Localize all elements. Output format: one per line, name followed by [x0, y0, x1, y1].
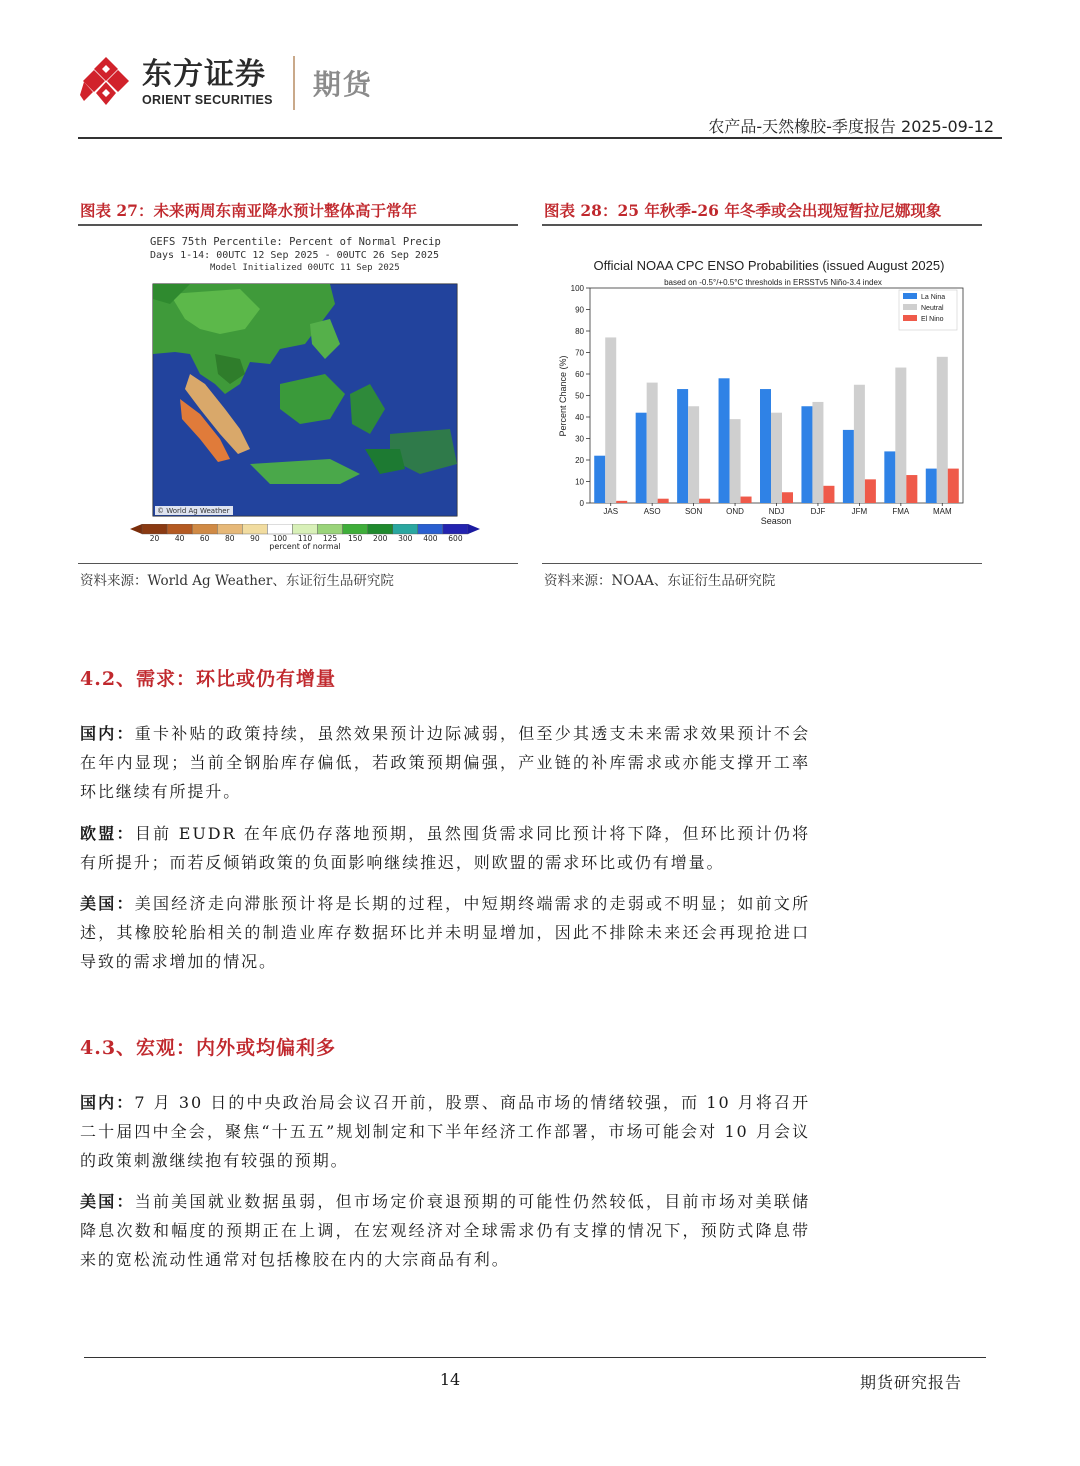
colorbar-tick-label: 200: [373, 534, 388, 543]
colorbar-cell: [393, 524, 418, 534]
macro-us-paragraph: [80, 1187, 810, 1274]
legend-label: Neutral: [921, 305, 944, 312]
bar-la-nina: [926, 469, 937, 503]
bar-el-nino: [741, 497, 752, 503]
demand-us-paragraph: [80, 889, 810, 976]
logo-futures-label: 期货: [312, 68, 373, 101]
y-tick-label: 20: [575, 456, 584, 465]
colorbar-cell: [292, 524, 317, 534]
x-tick-label: MAM: [932, 507, 952, 516]
bar-la-nina: [594, 456, 605, 503]
legend-swatch: [903, 304, 917, 310]
figure-27-rule: [78, 224, 518, 226]
colorbar-tick-label: 20: [149, 534, 160, 543]
x-tick-label: JAS: [603, 507, 619, 516]
macro-domestic-text: 7 月 30 日的中央政治局会议召开前，股票、商品市场的情绪较强，而 10 月将召开二十届四中全会，聚焦“十五五”规划制定和下半年经济工作部署，市场可能会对 10 月会议的政策刺激继续抱有较强的预期。: [80, 1093, 810, 1170]
bar-neutral: [605, 337, 616, 503]
legend-swatch: [903, 293, 917, 299]
colorbar-tick-label: 80: [224, 534, 235, 543]
x-tick-label: NDJ: [768, 507, 785, 516]
bar-neutral: [688, 406, 699, 503]
macro-us-label: 美国：: [80, 1192, 135, 1211]
demand-us-text: 美国经济走向滞胀预计将是长期的过程，中短期终端需求的走弱或不明显；如前文所述，其橡胶轮胎相关的制造业库存数据环比并未明显增加，因此不排除未来还会再现抢进口导致的需求增加的情况。: [80, 894, 810, 971]
demand-eu-label: 欧盟：: [80, 824, 135, 843]
colorbar-tick-label: 90: [250, 534, 260, 543]
colorbar-cell: [368, 524, 393, 534]
demand-domestic-text: 重卡补贴的政策持续，虽然效果预计边际减弱，但至少其透支未来需求效果预计不会在年内显现；当前全钢胎库存偏低，若政策预期偏强，产业链的补库需求或亦能支撑开工率环比继续有所提升。: [80, 724, 810, 801]
section-4-3-title: 4.3、宏观：内外或均偏利多: [80, 1037, 337, 1059]
colorbar-cell: [242, 524, 267, 534]
bar-el-nino: [865, 479, 876, 503]
legend-swatch: [903, 315, 917, 321]
macro-domestic-label: 国内：: [80, 1093, 135, 1112]
bar-el-nino: [616, 501, 627, 503]
colorbar-cell: [217, 524, 242, 534]
bar-neutral: [647, 383, 658, 503]
colorbar-tick-label: 60: [199, 534, 210, 543]
colorbar-cell: [318, 524, 343, 534]
x-tick-label: DJF: [810, 507, 826, 516]
x-tick-label: SON: [684, 507, 703, 516]
colorbar-cell: [267, 524, 292, 534]
bar-el-nino: [699, 499, 710, 503]
colorbar-tick-label: 600: [448, 534, 463, 543]
bar-la-nina: [843, 430, 854, 503]
demand-domestic-paragraph: [80, 719, 810, 806]
colorbar-cell: [418, 524, 443, 534]
bar-la-nina: [760, 389, 771, 503]
y-tick-label: 10: [575, 477, 584, 487]
orient-logo-icon: [80, 55, 132, 111]
page-number: 14: [439, 1370, 461, 1389]
bar-neutral: [771, 413, 782, 503]
demand-eu-paragraph: [80, 819, 810, 877]
chart-subtitle: based on -0.5°/+0.5°C thresholds in ERSSTv5 Niño-3.4 index: [664, 278, 882, 287]
y-tick-label: 100: [570, 284, 584, 293]
chart-xlabel: Season: [760, 516, 792, 526]
map-title-line2: Days 1-14: 00UTC 12 Sep 2025 - 00UTC 26 Sep 2025: [150, 250, 439, 261]
bar-el-nino: [906, 475, 917, 503]
y-tick-label: 80: [575, 327, 584, 336]
precip-map: [130, 234, 480, 554]
colorbar-cell: [343, 524, 368, 534]
colorbar-cell: [443, 524, 468, 534]
legend-label: El Nino: [921, 316, 944, 323]
map-caption: [150, 236, 441, 275]
report-title: 农产品-天然橡胶-季度报告 2025-09-12: [708, 117, 994, 136]
y-tick-label: 30: [575, 434, 584, 444]
y-tick-label: 0: [579, 499, 584, 508]
demand-eu-text: 目前 EUDR 在年底仍存落地预期，虽然囤货需求同比预计将下降，但环比预计仍将有所提升；而若反倾销政策的负面影响继续推迟，则欧盟的需求环比或仍有增量。: [80, 824, 811, 872]
y-tick-label: 50: [575, 391, 584, 401]
brand-logo: [80, 52, 373, 114]
chart-title: Official NOAA CPC ENSO Probabilities (issued August 2025): [593, 258, 945, 273]
map-colorbar: [130, 524, 480, 552]
y-tick-label: 70: [575, 348, 584, 358]
bar-neutral: [895, 368, 906, 503]
figure-28-source-rule: [542, 563, 982, 564]
colorbar-cell: [142, 524, 167, 534]
figure-27-source-rule: [78, 563, 518, 564]
x-tick-label: JFM: [851, 507, 868, 516]
figure-27-source: 资料来源：World Ag Weather、东证衍生品研究院: [80, 573, 394, 589]
colorbar-tick-label: 150: [347, 534, 363, 543]
map-watermark: © World Ag Weather: [157, 507, 230, 515]
bar-neutral: [854, 385, 865, 503]
colorbar-tick-label: 40: [174, 534, 185, 543]
colorbar-tick-label: 100: [272, 534, 288, 543]
macro-us-text: 当前美国就业数据虽弱，但市场定价衰退预期的可能性仍然较低，目前市场对美联储降息次数和幅度的预期正在上调，在宏观经济对全球需求仍有支撑的情况下，预防式降息带来的宽松流动性通常对包括橡胶在内的大宗商品有利。: [80, 1192, 810, 1269]
x-tick-label: FMA: [892, 507, 910, 516]
enso-probability-chart: [548, 248, 978, 538]
colorbar-tick-label: 400: [423, 534, 438, 543]
figure-28-source: 资料来源：NOAA、东证衍生品研究院: [544, 573, 776, 589]
x-tick-label: OND: [726, 507, 744, 516]
bar-la-nina: [677, 389, 688, 503]
map-title-line3: Model Initialized 00UTC 11 Sep 2025: [210, 263, 400, 273]
demand-us-label: 美国：: [80, 894, 135, 913]
bar-la-nina: [801, 406, 812, 503]
header-divider: [78, 137, 1002, 139]
colorbar-tick-label: 110: [297, 534, 313, 543]
bar-el-nino: [823, 486, 834, 503]
chart-ylabel: Percent Chance (%): [558, 355, 568, 437]
bar-la-nina: [719, 378, 730, 503]
section-4-2-title: 4.2、需求：环比或仍有增量: [80, 668, 337, 690]
macro-domestic-paragraph: [80, 1088, 810, 1175]
colorbar-cell: [192, 524, 217, 534]
bar-neutral: [812, 402, 823, 503]
bar-el-nino: [782, 492, 793, 503]
bar-la-nina: [884, 451, 895, 503]
logo-english-name: ORIENT SECURITIES: [142, 93, 273, 107]
y-tick-label: 60: [575, 370, 584, 379]
logo-chinese-name: 东方证券: [142, 57, 266, 92]
figure-28-rule: [542, 224, 982, 226]
y-tick-label: 40: [575, 413, 584, 422]
bar-la-nina: [636, 413, 647, 503]
bar-el-nino: [948, 469, 959, 503]
colorbar-cell: [167, 524, 192, 534]
x-tick-label: ASO: [643, 507, 661, 516]
legend-label: La Nina: [921, 294, 946, 301]
bar-el-nino: [658, 499, 669, 503]
bar-neutral: [937, 357, 948, 503]
logo-divider: [293, 56, 295, 110]
colorbar-tick-label: 300: [398, 534, 413, 543]
colorbar-tick-label: 125: [322, 534, 338, 543]
map-title-line1: GEFS 75th Percentile: Percent of Normal Precip: [150, 236, 441, 248]
y-tick-label: 90: [575, 305, 584, 315]
footer-divider: [84, 1357, 986, 1358]
colorbar-label: percent of normal: [269, 542, 341, 551]
bar-neutral: [730, 419, 741, 503]
demand-domestic-label: 国内：: [80, 724, 135, 743]
figure-28-title: 图表 28：25 年秋季-26 年冬季或会出现短暂拉尼娜现象: [544, 201, 942, 220]
figure-27-title: 图表 27：未来两周东南亚降水预计整体高于常年: [80, 201, 417, 220]
footer-label: 期货研究报告: [859, 1373, 962, 1392]
